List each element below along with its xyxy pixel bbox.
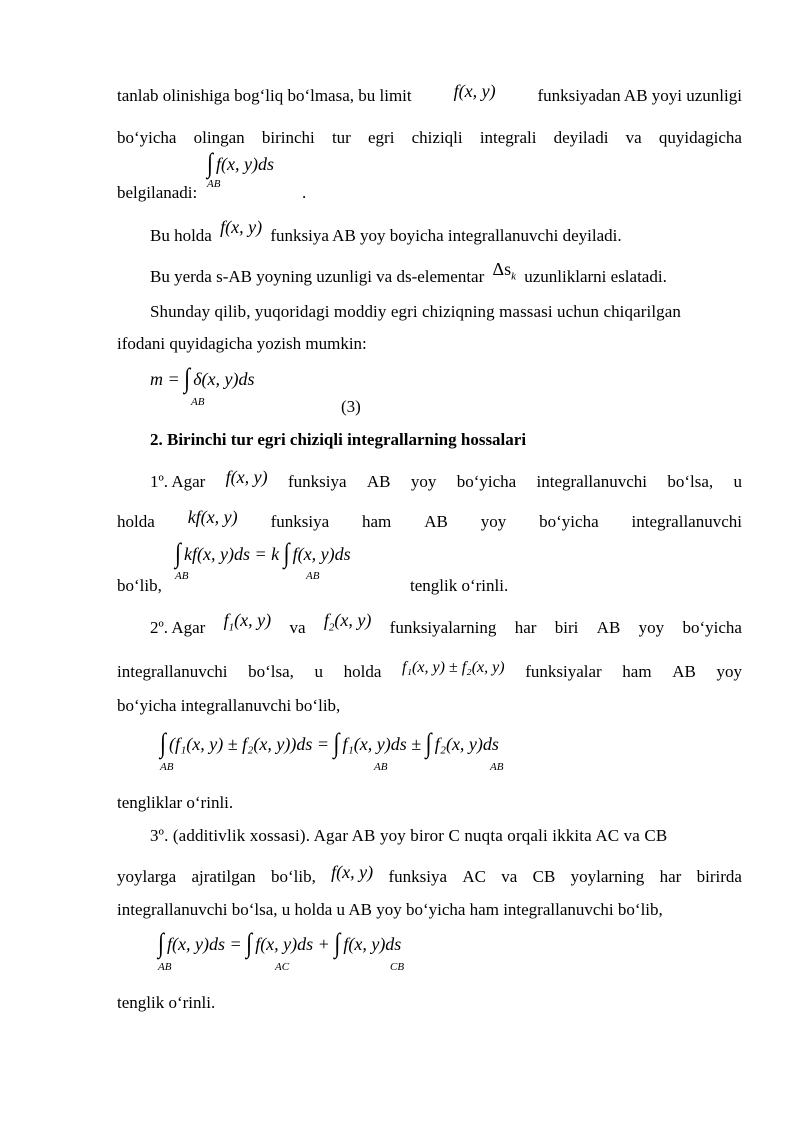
integral-sign: ∫ bbox=[334, 926, 341, 958]
word: funksiya bbox=[270, 512, 330, 531]
word: har bbox=[514, 618, 537, 637]
word: biri bbox=[554, 618, 579, 637]
integral-limit: AB bbox=[191, 396, 205, 408]
text-line bbox=[117, 507, 742, 532]
section-heading: 2. Birinchi tur egri chiziqli integrallarning hossalari bbox=[150, 430, 527, 449]
word: bo‘yicha bbox=[682, 618, 742, 637]
text: holda bbox=[117, 512, 155, 531]
formula: f(x, y)ds bbox=[292, 544, 351, 564]
word: yoylarga bbox=[117, 867, 177, 886]
integral-limit: AB bbox=[207, 178, 221, 190]
formula bbox=[324, 610, 371, 638]
text-line bbox=[117, 81, 742, 106]
word: integrallanuvchi bbox=[117, 662, 228, 681]
integral-limit: AB bbox=[158, 961, 172, 973]
formula bbox=[492, 259, 516, 283]
word: bo‘lib, bbox=[271, 867, 316, 886]
integral-sign: ∫ bbox=[425, 726, 432, 758]
word: chiziqli bbox=[411, 128, 463, 147]
word: AB bbox=[424, 512, 448, 531]
word: yoy bbox=[410, 472, 437, 491]
f: f bbox=[323, 610, 329, 631]
word: integrallanuvchi bbox=[631, 512, 742, 531]
text: Bu holda bbox=[150, 226, 212, 245]
text: . bbox=[302, 183, 307, 202]
text: Shunday qilib, yuqoridagi moddiy egri chiziqning massasi uchun chiqarilgan bbox=[150, 302, 682, 321]
formula: f₂(x, y)ds bbox=[434, 734, 499, 754]
word: yoylarning bbox=[570, 867, 645, 886]
word: u bbox=[314, 662, 324, 681]
text: tenglik o‘rinli. bbox=[117, 993, 216, 1012]
word: yoy bbox=[638, 618, 665, 637]
subscript: k bbox=[511, 270, 516, 283]
text: funksiya AB yoy boyicha integrallanuvchi deyiladi. bbox=[270, 226, 622, 245]
integral-sign: ∫ bbox=[184, 361, 191, 393]
text: 1º. Agar bbox=[150, 472, 206, 491]
text: 2º. Agar bbox=[150, 618, 206, 637]
args: (x, y) bbox=[234, 610, 272, 631]
word: yoy bbox=[716, 662, 742, 681]
word: birirda bbox=[696, 867, 742, 886]
word: bo‘yicha bbox=[456, 472, 517, 491]
word: ham bbox=[362, 512, 392, 531]
integral-sign: ∫ bbox=[160, 726, 167, 758]
text: tanlab olinishiga bog‘liq bo‘lmasa, bu limit bbox=[117, 86, 412, 105]
word: holda bbox=[343, 662, 382, 681]
f: f bbox=[223, 610, 229, 631]
integral-sign: ∫ bbox=[333, 726, 340, 758]
text-line bbox=[150, 610, 742, 638]
integral-limit: CB bbox=[390, 961, 405, 973]
text: tengliklar o‘rinli. bbox=[117, 793, 234, 812]
word: birinchi bbox=[261, 128, 315, 147]
word: va bbox=[289, 618, 306, 637]
word: va bbox=[501, 867, 518, 886]
formula-additivity bbox=[158, 926, 402, 958]
text-line bbox=[117, 862, 742, 887]
integral-limit: AB bbox=[374, 761, 388, 773]
formula: f(x, y)ds = bbox=[167, 934, 242, 954]
formula: δ(x, y)ds bbox=[193, 369, 255, 389]
word: olingan bbox=[193, 128, 245, 147]
word: CB bbox=[532, 867, 556, 886]
text: funksiyadan AB yoyi uzunligi bbox=[537, 86, 742, 105]
text: ifodani quyidagicha yozish mumkin: bbox=[117, 334, 367, 353]
formula: f₁(x, y) ± f₂(x, y) bbox=[402, 659, 505, 676]
formula: f(x, y)ds + bbox=[255, 934, 330, 954]
subscript: 2 bbox=[328, 621, 335, 634]
text: integrallanuvchi bo‘lsa, u holda u AB yoy bo‘yicha ham integrallanuvchi bo‘lib, bbox=[117, 900, 663, 919]
word: AB bbox=[596, 618, 621, 637]
word: AB bbox=[366, 472, 391, 491]
formula-linearity bbox=[175, 536, 351, 568]
text: Bu yerda s-AB yoyning uzunligi va ds-elementar bbox=[150, 267, 485, 286]
text-line bbox=[150, 259, 667, 294]
word: funksiyalar bbox=[525, 662, 602, 681]
formula: f(x, y)ds bbox=[216, 154, 275, 174]
word: bo‘yicha bbox=[539, 512, 599, 531]
delta-s: Δs bbox=[492, 259, 512, 279]
word: yoy bbox=[480, 512, 507, 531]
formula: kf(x, y) bbox=[187, 507, 238, 527]
word: quyidagicha bbox=[658, 128, 742, 147]
word: bo‘yicha bbox=[117, 128, 177, 147]
word: integrallanuvchi bbox=[536, 472, 647, 491]
formula-integral bbox=[207, 146, 275, 178]
formula: (f₁(x, y) ± f₂(x, y))ds = bbox=[169, 734, 330, 754]
formula: f₁(x, y)ds ± bbox=[342, 734, 422, 754]
text-line bbox=[117, 659, 742, 682]
integral-limit: AB bbox=[160, 761, 174, 773]
formula: f(x, y)ds bbox=[343, 934, 402, 954]
word: funksiyalarning bbox=[389, 618, 497, 637]
formula: f(x, y) bbox=[331, 862, 374, 882]
integral-sign: ∫ bbox=[246, 926, 253, 958]
formula: f(x, y) bbox=[453, 81, 496, 101]
integral-sign: ∫ bbox=[207, 146, 214, 178]
args: (x, y) bbox=[334, 610, 372, 631]
integral-limit: AB bbox=[306, 570, 320, 582]
text: belgilanadi: bbox=[117, 183, 198, 202]
text-line bbox=[117, 128, 742, 148]
formula: m = bbox=[150, 369, 180, 389]
word: u bbox=[733, 472, 742, 491]
word: bo‘lsa, bbox=[248, 662, 294, 681]
equation-number: (3) bbox=[341, 397, 361, 416]
formula bbox=[224, 610, 271, 638]
text: tenglik o‘rinli. bbox=[410, 576, 509, 595]
text: 3º. (additivlik xossasi). Agar AB yoy biror C nuqta orqali ikkita AC va CB bbox=[150, 826, 668, 845]
word: va bbox=[625, 128, 642, 147]
word: funksiya bbox=[388, 867, 447, 886]
formula: kf(x, y)ds = k bbox=[184, 544, 280, 564]
integral-sign: ∫ bbox=[283, 536, 290, 568]
formula: f(x, y) bbox=[225, 467, 268, 487]
word: har bbox=[659, 867, 682, 886]
formula-mass bbox=[150, 361, 255, 393]
word: tur bbox=[331, 128, 351, 147]
subscript: 1 bbox=[228, 621, 235, 634]
text-line bbox=[150, 467, 742, 492]
integral-limit: AC bbox=[275, 961, 290, 973]
word: ajratilgan bbox=[191, 867, 256, 886]
word: deyiladi bbox=[553, 128, 609, 147]
word: funksiya bbox=[287, 472, 347, 491]
text: bo‘yicha integrallanuvchi bo‘lib, bbox=[117, 696, 341, 715]
text-line bbox=[150, 217, 622, 246]
word: bo‘lsa, bbox=[667, 472, 714, 491]
integral-limit: AB bbox=[175, 570, 189, 582]
integral-sign: ∫ bbox=[175, 536, 182, 568]
word: integrali bbox=[479, 128, 537, 147]
word: ham bbox=[622, 662, 652, 681]
text: bo‘lib, bbox=[117, 576, 162, 595]
integral-sign: ∫ bbox=[158, 926, 165, 958]
formula-sum bbox=[160, 726, 499, 758]
word: AC bbox=[462, 867, 486, 886]
integral-limit: AB bbox=[490, 761, 504, 773]
text: uzunliklarni eslatadi. bbox=[524, 267, 667, 286]
word: AB bbox=[672, 662, 696, 681]
word: egri bbox=[368, 128, 395, 147]
formula: f(x, y) bbox=[220, 217, 263, 237]
